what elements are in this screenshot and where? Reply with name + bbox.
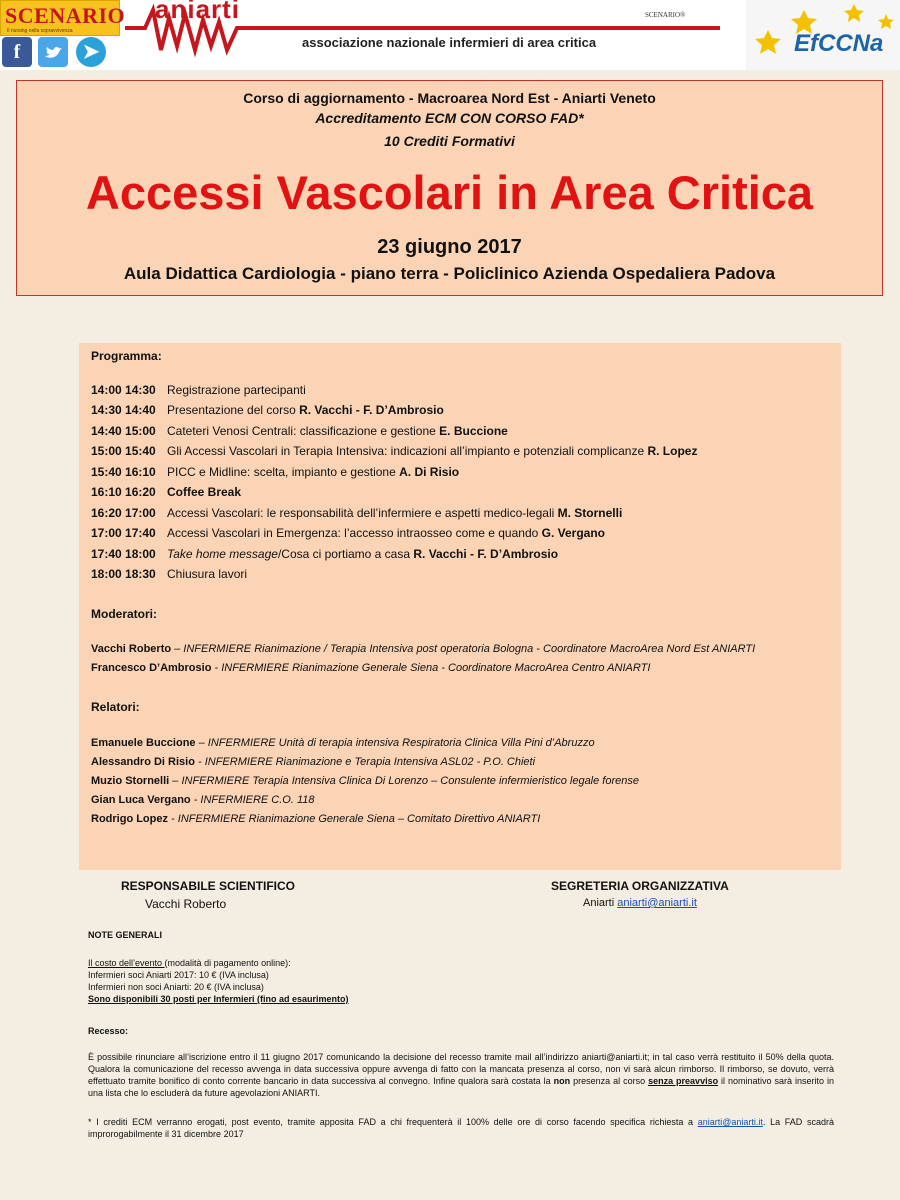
aniarti-name: aniarti [155, 0, 241, 24]
program-speaker: A. Di Risio [399, 465, 460, 479]
scientific-name: Vacchi Roberto [145, 897, 227, 911]
program-time: 17:40 18:00 [91, 547, 156, 561]
program-topic: Accessi Vascolari in Emergenza: l’accesso intraosseo come e quando [167, 526, 542, 540]
cost-mode: (modalità di pagamento online): [164, 958, 291, 968]
program-item [91, 526, 605, 540]
person-role: – INFERMIERE Unità di terapia intensiva Respiratoria Clinica Villa Pini d’Abruzzo [195, 737, 595, 749]
fad-email-link[interactable]: aniarti@aniarti.it [697, 1117, 763, 1127]
program-item [91, 547, 558, 561]
program-time: 14:40 15:00 [91, 424, 156, 438]
efccna-logo[interactable] [746, 0, 900, 70]
cost-line [88, 957, 834, 969]
program-topic: Presentazione del corso [167, 403, 300, 417]
program-time: 15:40 16:10 [91, 465, 156, 479]
credits: 10 Crediti Formativi [384, 133, 515, 149]
fad-part: . La FAD scadrà improrogabilmente il 31 dicembre 2017 [88, 1117, 834, 1139]
course-title-box [16, 80, 883, 296]
person-name: Muzio Stornelli [91, 775, 170, 787]
aniarti-tagline: associazione nazionale infermieri di area critica [302, 35, 597, 50]
secretary-contact [583, 897, 697, 909]
twitter-icon[interactable] [38, 37, 68, 67]
speakers-heading: Relatori: [91, 700, 140, 714]
twitter-bird-icon [38, 37, 68, 67]
program-item [91, 567, 247, 581]
accreditation: Accreditamento ECM CON CORSO FAD* [315, 110, 584, 126]
aniarti-mark: SCENARIO® [645, 11, 686, 19]
person-name: Vacchi Roberto [91, 643, 172, 655]
program-topic: Gli Accessi Vascolari in Terapia Intensiva: indicazioni all’impianto e potenziali complicanze [167, 444, 648, 458]
speaker-row [91, 794, 315, 806]
fee-non-members: Infermieri non soci Aniarti: 20 € (IVA inclusa) [88, 982, 264, 992]
efccna-text: EfCCNa [794, 30, 884, 57]
program-time: 16:20 17:00 [91, 506, 156, 520]
program-topic: Cateteri Venosi Centrali: classificazione e gestione [167, 424, 440, 438]
withdrawal-underline: senza preavviso [648, 1076, 719, 1086]
withdrawal-bold: non [553, 1076, 571, 1086]
program-speaker: R. Vacchi - F. D’Ambrosio [413, 547, 559, 561]
program-time: 16:10 16:20 [91, 485, 156, 499]
event-place: Aula Didattica Cardiologia - piano terra - Policlinico Azienda Ospedaliera Padova [123, 264, 776, 283]
speaker-row [91, 756, 535, 768]
person-name: Emanuele Buccione [91, 737, 196, 749]
event-date: 23 giugno 2017 [377, 236, 522, 258]
program-item [91, 403, 444, 417]
page-title: Accessi Vascolari in Area Critica [85, 166, 814, 219]
moderator-row [91, 643, 755, 655]
speaker-row [91, 813, 540, 825]
secretary-label: SEGRETERIA ORGANIZZATIVA [551, 879, 729, 893]
fad-part: * I crediti ECM verranno erogati, post evento, tramite apposita FAD a chi frequenterà il 100% delle ore di corso facendo specifica richiesta a [88, 1117, 698, 1127]
person-name: Gian Luca Vergano [91, 794, 191, 806]
speaker-row [91, 737, 595, 749]
program-item [91, 424, 508, 438]
program-time: 15:00 15:40 [91, 444, 156, 458]
program-item [91, 383, 306, 397]
facebook-icon[interactable]: f [2, 37, 32, 67]
telegram-icon[interactable]: ➤ [76, 37, 106, 67]
program-speaker: E. Buccione [439, 424, 508, 438]
withdrawal-part: il nominativo sarà inserito in una lista che lo escluderà da future agevolazioni ANIARTI. [88, 1076, 834, 1098]
program-time: 17:00 17:40 [91, 526, 156, 540]
aniarti-logo[interactable] [125, 0, 720, 68]
program-topic: Accessi Vascolari: le responsabilità dell’infermiere e aspetti medico-legali [167, 506, 558, 520]
program-speaker: R. Lopez [647, 444, 698, 458]
program-topic: PICC e Midline: scelta, impianto e gestione [167, 465, 400, 479]
program-speaker: R. Vacchi - F. D’Ambrosio [299, 403, 444, 417]
header-banner [0, 0, 900, 70]
person-role: - INFERMIERE C.O. 118 [190, 794, 315, 806]
program-speaker: M. Stornelli [557, 506, 623, 520]
program-heading: Programma: [91, 349, 162, 363]
secretary-name: Aniarti [583, 897, 618, 909]
program-topic: /Cosa ci portiamo a casa [277, 547, 414, 561]
program-break: Coffee Break [167, 485, 242, 499]
fad-note [88, 1116, 834, 1140]
program-topic: Registrazione partecipanti [167, 383, 306, 397]
notes-heading: NOTE GENERALI [88, 930, 163, 940]
program-item [91, 506, 622, 520]
program-time: 14:30 14:40 [91, 403, 156, 417]
secretary-email-link[interactable]: aniarti@aniarti.it [617, 897, 697, 909]
scenario-logo-text: SCENARIO [5, 3, 126, 28]
withdrawal-text [88, 1051, 834, 1099]
program-time: 14:00 14:30 [91, 383, 156, 397]
scenario-logo[interactable] [0, 0, 126, 36]
program-topic: Chiusura lavori [167, 567, 248, 581]
cost-label: Il costo dell’evento [88, 958, 165, 968]
moderator-row [91, 662, 650, 674]
person-name: Alessandro Di Risio [91, 756, 195, 768]
seats-available: Sono disponibili 30 posti per Infermieri (fino ad esaurimento) [88, 994, 349, 1004]
withdrawal-part: È possibile rinunciare all’iscrizione entro il 11 giugno 2017 comunicando la decisione del recesso tramite mail all’indirizzo aniarti@aniarti.it; in tal caso verrà restituito il 50% della quota. Qualora la comunicazione del recesso avvenga in data successiva oppure avvenga di fatto con la mancata presenza al corso, non vi sarà alcun rimborso. Il rimborso, se dovuto, verrà effettuato tramite bonifico di conto corrente bancario in data successiva al convegno. Infine qualora sarà costata la [88, 1052, 834, 1086]
person-role: – INFERMIERE Rianimazione / Terapia Intensiva post operatoria Bologna - Coordinatore MacroArea Nord Est ANIARTI [171, 643, 756, 655]
program-speaker: G. Vergano [541, 526, 605, 540]
person-role: – INFERMIERE Terapia Intensiva Clinica Di Lorenzo – Consulente infermieristico legale forense [169, 775, 639, 787]
program-item [91, 485, 241, 499]
person-role: - INFERMIERE Rianimazione e Terapia Intensiva ASL02 - P.O. Chieti [194, 756, 536, 768]
person-name: Rodrigo Lopez [91, 813, 168, 825]
scientific-label: RESPONSABILE SCIENTIFICO [121, 879, 296, 893]
withdrawal-part: presenza al corso [570, 1076, 649, 1086]
fee-members: Infermieri soci Aniarti 2017: 10 € (IVA inclusa) [88, 970, 269, 980]
program-item [91, 465, 459, 479]
person-role: - INFERMIERE Rianimazione Generale Siena – Comitato Direttivo ANIARTI [168, 813, 541, 825]
person-name: Francesco D’Ambrosio [91, 662, 212, 674]
withdrawal-heading: Recesso: [88, 1026, 129, 1036]
moderators-heading: Moderatori: [91, 607, 157, 621]
speaker-row [91, 775, 639, 787]
program-box [79, 343, 841, 870]
person-role: - INFERMIERE Rianimazione Generale Siena - Coordinatore MacroArea Centro ANIARTI [211, 662, 651, 674]
program-time: 18:00 18:30 [91, 567, 156, 581]
course-type: Corso di aggiornamento - Macroarea Nord Est - Aniarti Veneto [243, 90, 656, 106]
program-topic-italic: Take home message [167, 547, 278, 561]
scenario-tagline: Il nursing nella sopravvivenza [7, 28, 73, 34]
program-item [91, 444, 697, 458]
